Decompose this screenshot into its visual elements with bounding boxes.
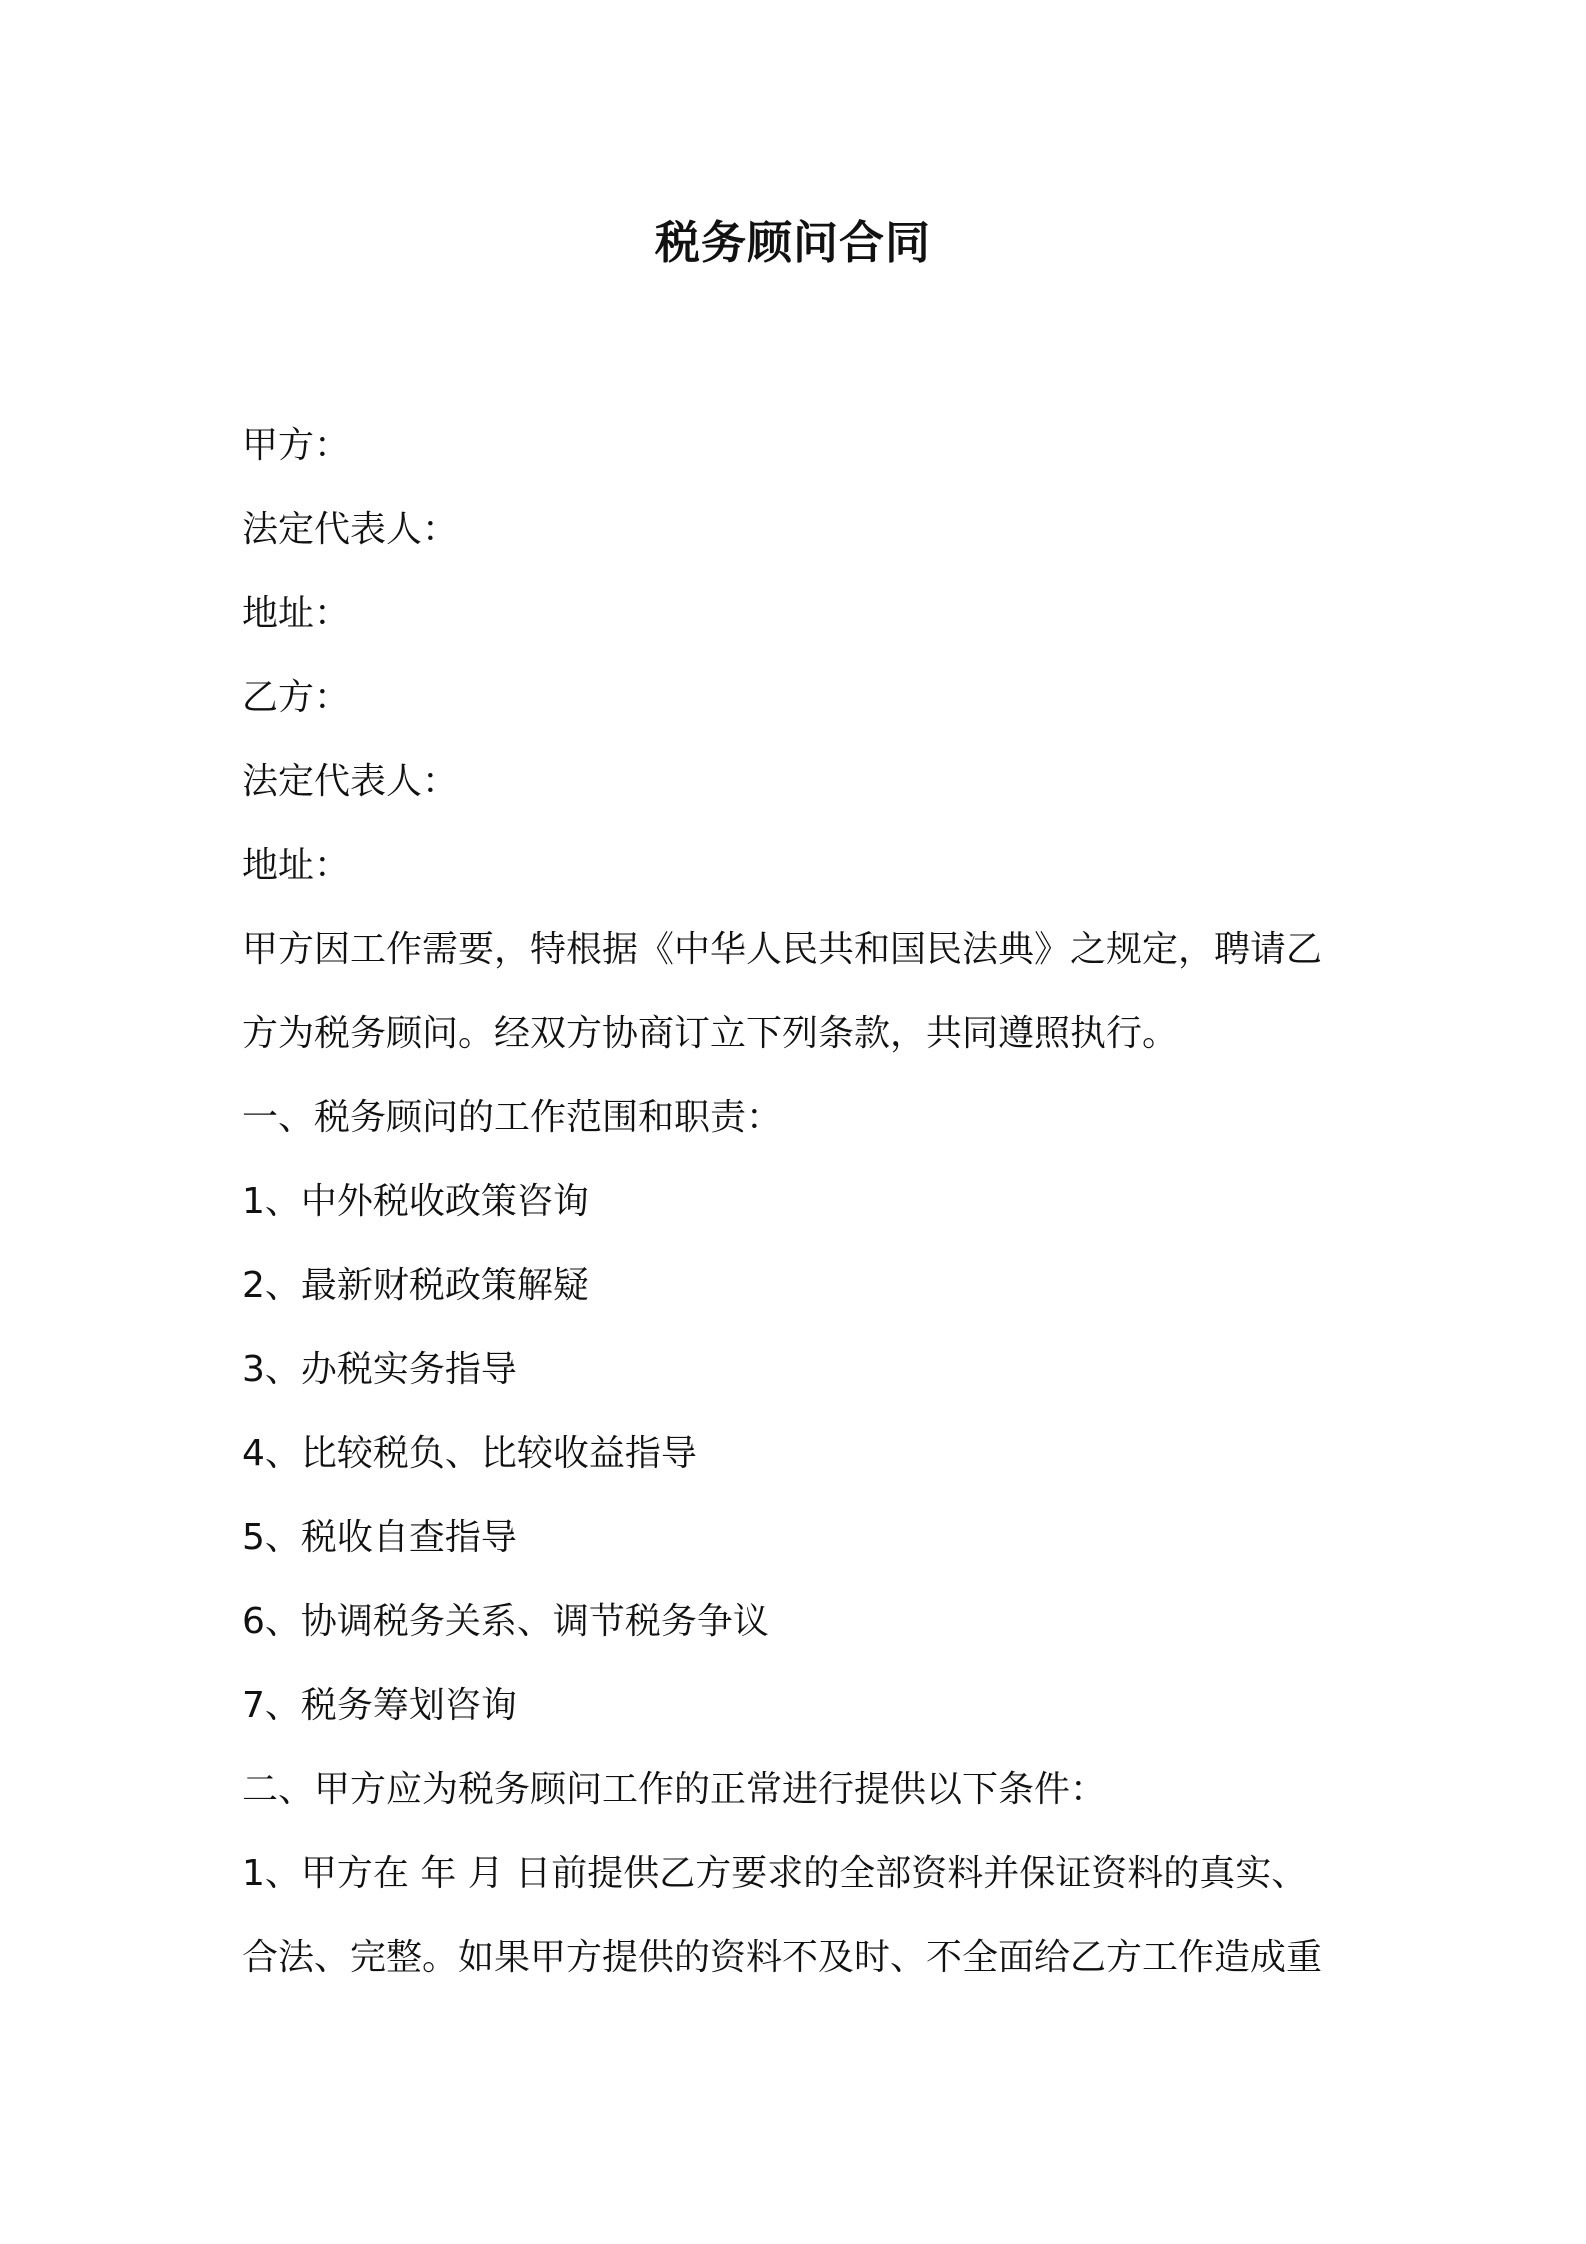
preamble-line-2: 方为税务顾问。经双方协商订立下列条款，共同遵照执行。 [242, 1013, 1179, 1054]
party-b-address-label: 地址： [242, 845, 351, 886]
section-2-item-1-line-2: 合法、完整。如果甲方提供的资料不及时、不全面给乙方工作造成重 [242, 1937, 1323, 1978]
section-1-item-4: 4、比较税负、比较收益指导 [242, 1433, 697, 1474]
section-1-item-5: 5、税收自查指导 [242, 1517, 517, 1558]
section-2-heading: 二、甲方应为税务顾问工作的正常进行提供以下条件： [242, 1769, 1107, 1810]
party-a-label: 甲方： [242, 425, 351, 466]
section-1-item-1: 1、中外税收政策咨询 [242, 1181, 589, 1222]
party-b-legal-representative-label: 法定代表人： [242, 761, 459, 802]
section-1-item-2: 2、最新财税政策解疑 [242, 1265, 589, 1306]
preamble-line-1: 甲方因工作需要，特根据《中华人民共和国民法典》之规定，聘请乙 [242, 929, 1323, 970]
section-1-item-6: 6、协调税务关系、调节税务争议 [242, 1601, 769, 1642]
party-b-label: 乙方： [242, 677, 351, 718]
section-1-heading: 一、税务顾问的工作范围和职责： [242, 1097, 783, 1138]
section-1-item-3: 3、办税实务指导 [242, 1349, 517, 1390]
party-a-legal-representative-label: 法定代表人： [242, 509, 459, 550]
section-1-item-7: 7、税务筹划咨询 [242, 1685, 517, 1726]
document-body [242, 404, 1362, 2000]
section-2-item-1-line-1: 1、甲方在 年 月 日前提供乙方要求的全部资料并保证资料的真实、 [242, 1853, 1308, 1894]
party-a-address-label: 地址： [242, 593, 351, 634]
document-title: 税务顾问合同 [654, 216, 931, 269]
